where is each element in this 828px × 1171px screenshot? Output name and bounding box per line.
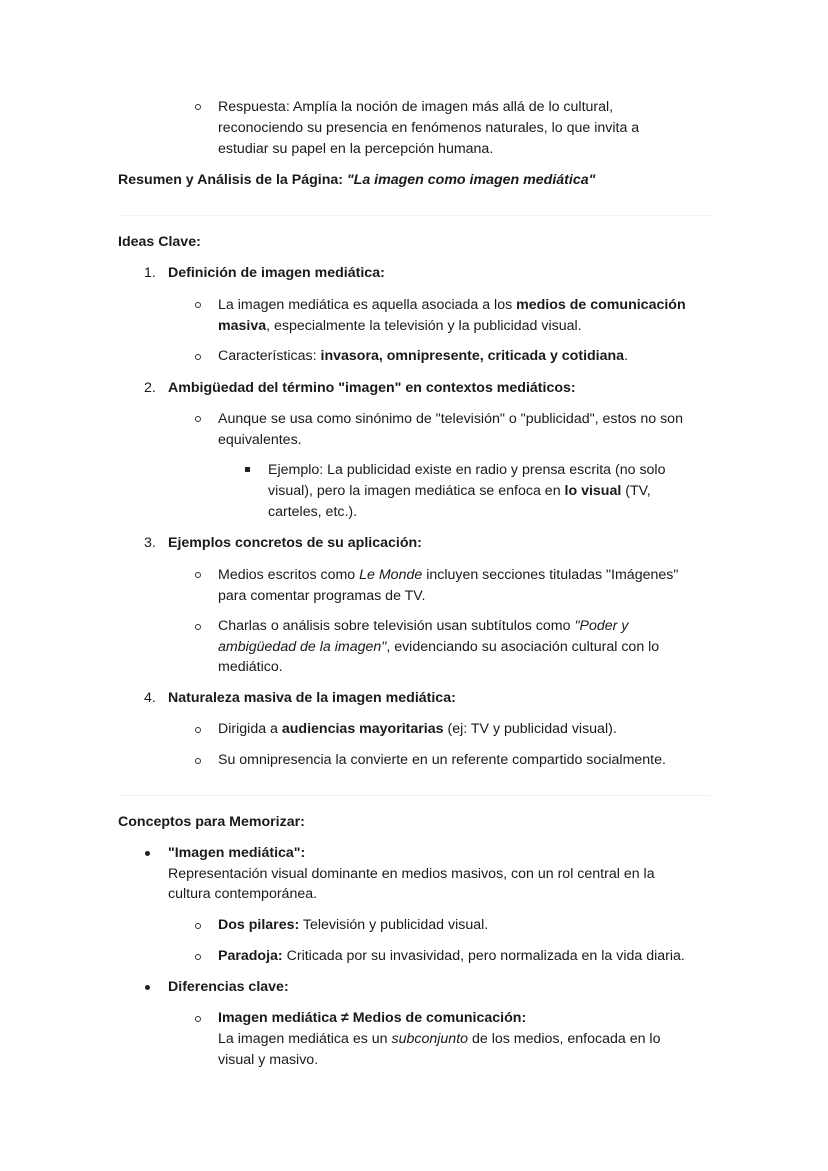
concepto-2-bullet-1-line-2: La imagen mediática es un subconjunto de los medios, enfocada en lo [218,1031,661,1047]
idea-4-bullet-2: Su omnipresencia la convierte en un referente compartido socialmente. [218,752,666,768]
concepto-2-bullet-1-title: Imagen mediática ≠ Medios de comunicación: [218,1010,527,1026]
disc-bullet-icon [145,851,150,856]
idea-3-title: Ejemplos concretos de su aplicación: [168,535,422,551]
square-bullet-icon [245,467,250,472]
idea-1-bullet-1-line-2: masiva, especialmente la televisión y la publicidad visual. [218,318,582,334]
ideas-clave-heading: Ideas Clave: [118,234,201,250]
concepto-1-bullet-1: Dos pilares: Televisión y publicidad visual. [218,917,489,933]
list-number: 2. [144,380,156,396]
concepto-1-desc-line-1: Representación visual dominante en medios masivos, con un rol central en la [168,866,655,882]
respuesta-line-1: Respuesta: Amplía la noción de imagen más allá de lo cultural, [218,99,614,115]
circle-bullet-icon [195,302,201,308]
list-number: 3. [144,535,156,551]
idea-2-title: Ambigüedad del término "imagen" en contextos mediáticos: [168,380,576,396]
idea-3-bullet-1-line-2: para comentar programas de TV. [218,588,426,604]
list-number: 4. [144,690,156,706]
idea-4-bullet-1: Dirigida a audiencias mayoritarias (ej: TV y publicidad visual). [218,721,617,737]
idea-2-sub-line-1: Ejemplo: La publicidad existe en radio y prensa escrita (no solo [268,462,666,478]
idea-2-sub-line-3: carteles, etc.). [268,504,358,520]
concepto-2-title: Diferencias clave: [168,979,289,995]
respuesta-line-2: reconociendo su presencia en fenómenos naturales, lo que invita a [218,120,640,136]
circle-bullet-icon [195,1016,201,1022]
conceptos-heading: Conceptos para Memorizar: [118,814,305,830]
idea-3-bullet-2-line-3: mediático. [218,659,283,675]
circle-bullet-icon [195,954,201,960]
disc-bullet-icon [145,985,150,990]
section-title-prefix: Resumen y Análisis de la Página: [118,172,347,188]
section-title [118,170,595,191]
idea-3-bullet-1-line-1: Medios escritos como Le Monde incluyen secciones tituladas "Imágenes" [218,567,679,583]
circle-bullet-icon [195,572,201,578]
idea-1-title: Definición de imagen mediática: [168,265,385,281]
divider [118,795,710,796]
idea-3-bullet-2-line-2: ambigüedad de la imagen", evidenciando su asociación cultural con lo [218,639,660,655]
list-number: 1. [144,265,156,281]
idea-3-bullet-2-line-1: Charlas o análisis sobre televisión usan subtítulos como "Poder y [218,618,629,634]
concepto-1-desc-line-2: cultura contemporánea. [168,886,318,902]
idea-1-bullet-1-line-1: La imagen mediática es aquella asociada a los medios de comunicación [218,297,686,313]
idea-2-sub-line-2: visual), pero la imagen mediática se enfoca en lo visual (TV, [268,483,651,499]
circle-bullet-icon [195,727,201,733]
circle-bullet-icon [195,104,201,110]
circle-bullet-icon [195,354,201,360]
concepto-2-bullet-1-line-3: visual y masivo. [218,1052,319,1068]
idea-4-title: Naturaleza masiva de la imagen mediática: [168,690,456,706]
circle-bullet-icon [195,416,201,422]
concepto-1-title: "Imagen mediática": [168,845,306,861]
idea-1-bullet-2: Características: invasora, omnipresente, criticada y cotidiana. [218,348,629,364]
concepto-1-bullet-2: Paradoja: Criticada por su invasividad, pero normalizada en la vida diaria. [218,948,685,964]
idea-2-bullet-1-line-2: equivalentes. [218,432,302,448]
idea-2-bullet-1-line-1: Aunque se usa como sinónimo de "televisión" o "publicidad", estos no son [218,411,683,427]
section-title-italic: "La imagen como imagen mediática" [346,172,596,188]
circle-bullet-icon [195,923,201,929]
circle-bullet-icon [195,758,201,764]
divider [118,215,710,216]
circle-bullet-icon [195,624,201,630]
respuesta-line-3: estudiar su papel en la percepción humana. [218,141,494,157]
